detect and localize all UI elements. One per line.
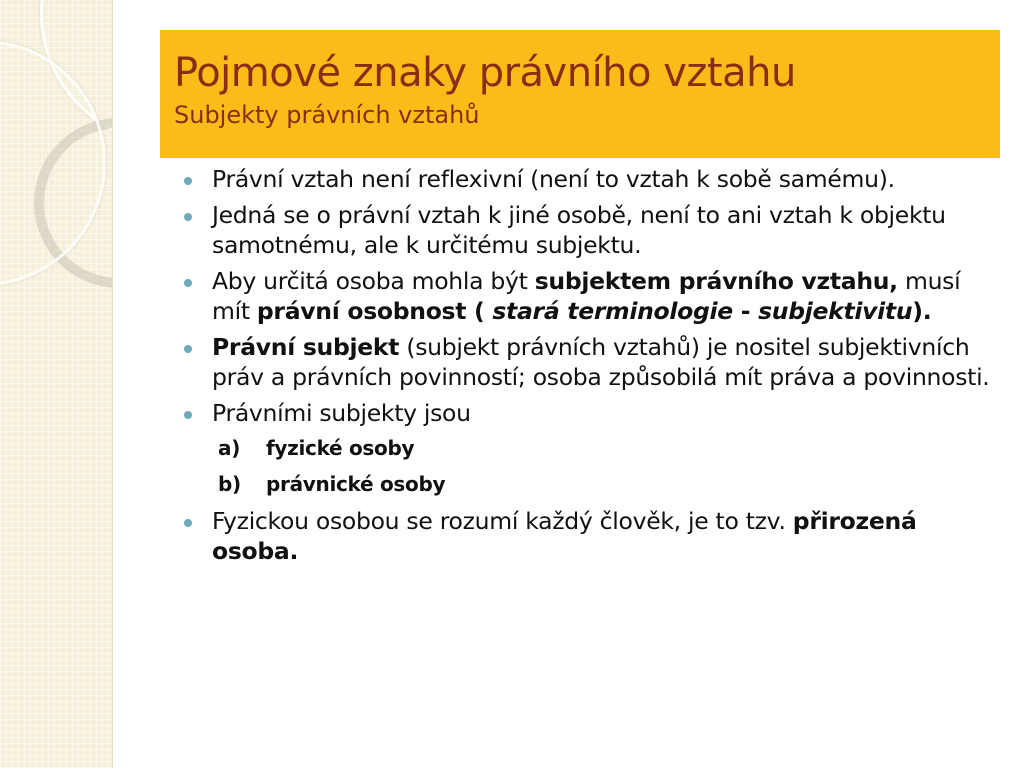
sub-list-item [182, 434, 1002, 462]
slide-title: Pojmové znaky právního vztahu [174, 50, 796, 96]
bullet-dot-icon [184, 213, 192, 221]
bullet-dot-icon [184, 345, 192, 353]
bullet-text: (subjekt právních vztahů) je nositel subjektivních práv a právních povinností; osoba způsobilá mít práva a povinnosti. [212, 333, 990, 391]
bullet-item [182, 164, 1002, 194]
bullet-text-bold: subjektem právního vztahu, [534, 267, 898, 295]
sub-list-text: fyzické osoby [266, 436, 415, 460]
bullet-item [182, 266, 1002, 326]
bullet-item [182, 398, 1002, 428]
bullet-dot-icon [184, 177, 192, 185]
sub-list-item [182, 470, 1002, 498]
bullet-text: Fyzickou osobou se rozumí každý člověk, je to tzv. [212, 507, 793, 535]
bullet-text-bold-italic: stará terminologie [492, 297, 733, 325]
sub-list-marker: a) [218, 436, 241, 460]
bullet-dot-icon [184, 519, 192, 527]
title-bar [160, 30, 1000, 158]
bullet-item [182, 332, 1002, 392]
bullet-text: musí mít [212, 267, 961, 325]
sub-list-marker: b) [218, 472, 241, 496]
bullet-text: Aby určitá osoba mohla být [212, 267, 535, 295]
bullet-text-bold: Právní subjekt [212, 333, 400, 361]
slide-content [182, 164, 1002, 572]
bullet-text: Jedná se o právní vztah k jiné osobě, není to ani vztah k objektu samotnému, ale k určitému subjektu. [212, 201, 946, 259]
bullet-text-bold: ). [912, 297, 932, 325]
slide-subtitle: Subjekty právních vztahů [174, 101, 480, 129]
bullet-text-bold: přirozená osoba. [212, 507, 917, 565]
bullet-text-bold-italic: subjektivitu [758, 297, 913, 325]
bullet-text: Právními subjekty jsou [212, 399, 471, 427]
bullet-item [182, 200, 1002, 260]
bullet-dot-icon [184, 411, 192, 419]
bullet-text-bold: - [732, 297, 759, 325]
sub-list-text: právnické osoby [266, 472, 446, 496]
bullet-text-bold: právní osobnost ( [256, 297, 493, 325]
decorative-side-panel [0, 0, 113, 768]
bullet-text: Právní vztah není reflexivní (není to vztah k sobě samému). [212, 165, 895, 193]
bullet-item [182, 506, 1002, 566]
bullet-dot-icon [184, 279, 192, 287]
